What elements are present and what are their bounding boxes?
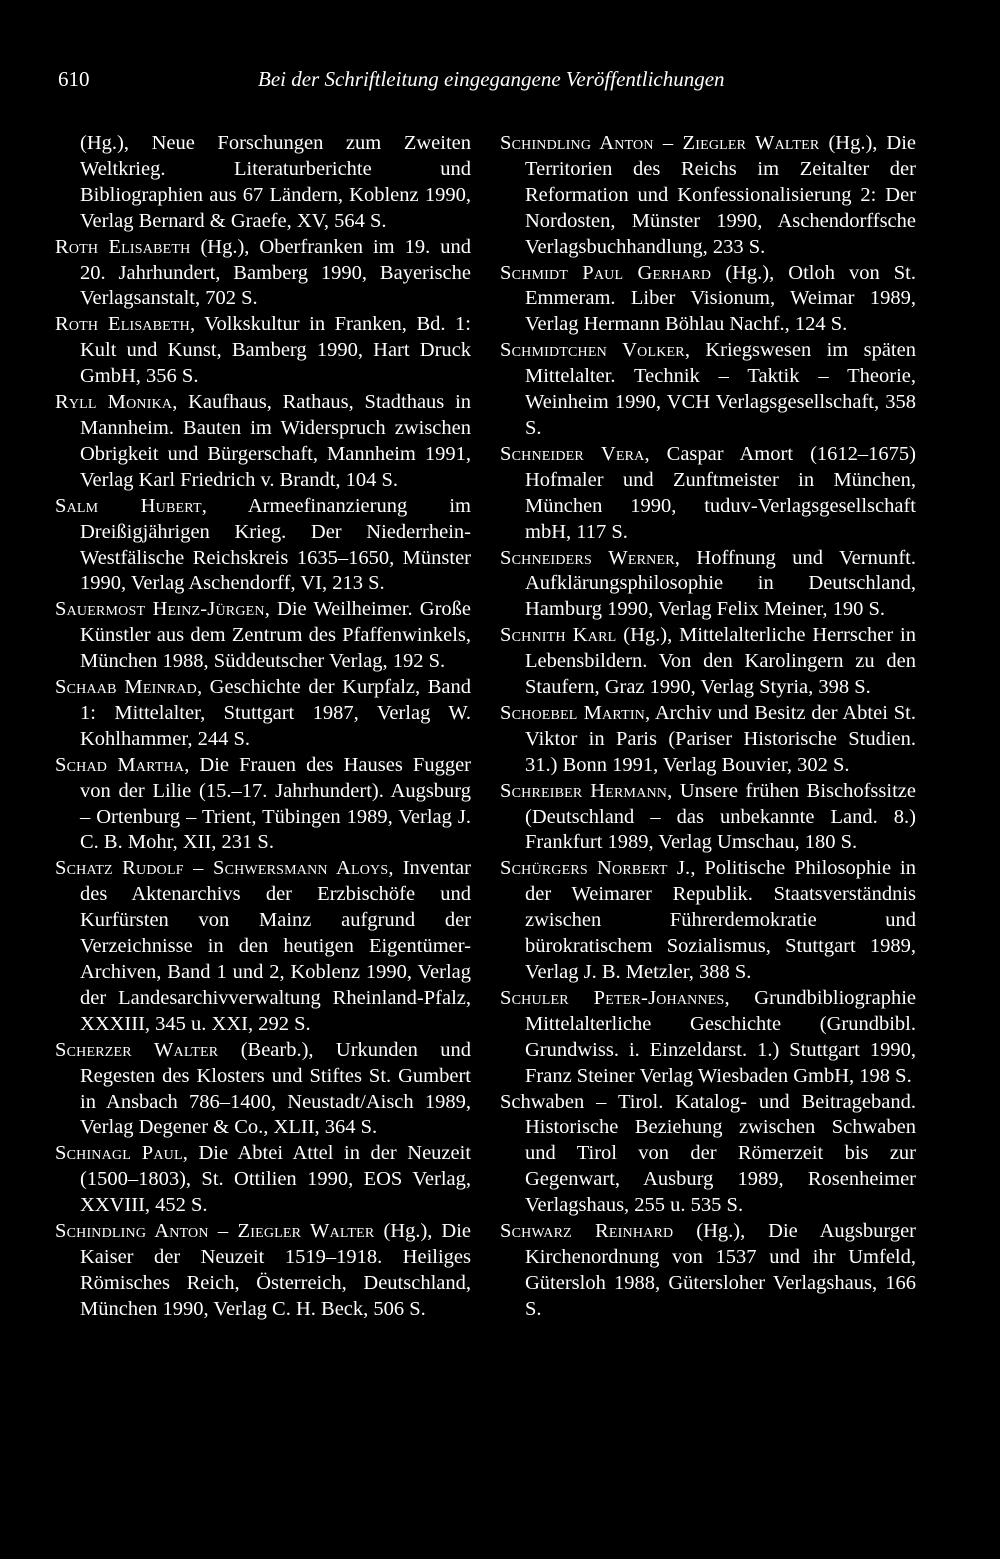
entry-text: , Armeefinanzierung im Dreißigjährigen Krieg. Der Niederrhein-Westfälische Reichskreis 1635–1650, Münster 1990, Verlag Aschendorff, VI, 213 S. <box>80 494 471 595</box>
bibliography-entry <box>55 856 471 1037</box>
bibliography-entry <box>500 856 916 986</box>
entry-author: Schneider Vera <box>500 442 645 465</box>
entry-text: , Kriegswesen im späten Mittelalter. Technik – Taktik – Theorie, Weinheim 1990, VCH Verlagsgesellschaft, 358 S. <box>525 339 916 439</box>
bibliography-entry <box>55 131 471 235</box>
entry-text: , Kaufhaus, Rathaus, Stadthaus in Mannheim. Bauten im Widerspruch zwischen Obrigkeit und Bürgerschaft, Mannheim 1991, Verlag Karl Friedrich v. Brandt, 104 S. <box>80 391 472 491</box>
entry-text: Schwaben – Tirol. Katalog- und Beitrageband. Historische Beziehung zwischen Schwaben und Tirol von der Römerzeit bis zur Gegenwart, Ausburg 1989, Rosenheimer Verlagshaus, 255 u. 535 S. <box>500 1090 916 1217</box>
bibliography-entry <box>500 131 916 261</box>
bibliography-entry <box>500 338 916 442</box>
bibliography-entry <box>55 753 471 857</box>
entry-text: , Archiv und Besitz der Abtei St. Viktor in Paris (Pariser Historische Studien. 31.) Bonn 1991, Verlag Bouvier, 302 S. <box>525 701 916 776</box>
bibliography-entry <box>500 779 916 857</box>
entry-author: Schreiber Hermann <box>500 779 668 802</box>
entry-text: (Hg.), Neue Forschungen zum Zweiten Weltkrieg. Literaturberichte und Bibliographien aus 67 Ländern, Koblenz 1990, Verlag Bernard & Graefe, XV, 564 S. <box>80 132 471 232</box>
entry-author: Sauermost Heinz-Jürgen <box>55 598 265 621</box>
entry-text: (Hg.), Die Territorien des Reichs im Zeitalter der Reformation und Konfessionalisierung 2: Der Nordosten, Münster 1990, Aschendorffsche Verlagsbuchhandlung, 233 S. <box>525 132 917 258</box>
bibliography-entry <box>500 1090 916 1220</box>
entry-author: Schad Martha <box>55 753 185 776</box>
entry-text: , Die Weilheimer. Große Künstler aus dem Zentrum des Pfaffenwinkels, München 1988, Süddeutscher Verlag, 192 S. <box>80 598 471 673</box>
bibliography-entry <box>55 597 471 675</box>
bibliography-entry <box>500 1219 916 1323</box>
running-head <box>58 62 725 96</box>
bibliography-entry <box>500 442 916 546</box>
entry-author: Schoebel Martin <box>500 701 645 724</box>
entry-text: (Hg.), Mittelalterliche Herrscher in Lebensbildern. Von den Karolingern zu den Staufern, Graz 1990, Verlag Styria, 398 S. <box>525 624 916 699</box>
entry-text: (Hg.), Die Augsburger Kirchenordnung von 1537 und ihr Umfeld, Gütersloh 1988, Gütersloher Verlagshaus, 166 S. <box>525 1220 916 1320</box>
entry-text: , Caspar Amort (1612–1675) Hofmaler und Zunftmeister in München, München 1990, tuduv-Verlagsgesellschaft mbH, 117 S. <box>525 442 916 543</box>
entry-text: , Volkskultur in Franken, Bd. 1: Kult und Kunst, Bamberg 1990, Hart Druck GmbH, 356 S. <box>80 313 471 388</box>
entry-author: Ryll Monika <box>55 391 173 414</box>
entry-author: Schatz Rudolf – Schwersmann Aloys <box>55 857 389 880</box>
entry-author: Schaab Meinrad <box>55 676 197 699</box>
entry-text: (Bearb.), Urkunden und Regesten des Klosters und Stiftes St. Gumbert in Ansbach 786–1400, Neustadt/Aisch 1989, Verlag Degener & Co., XLII, 364 S. <box>80 1038 471 1139</box>
entry-text: , Geschichte der Kurpfalz, Band 1: Mittelalter, Stuttgart 1987, Verlag W. Kohlhammer, 244 S. <box>80 676 471 750</box>
bibliography-entry <box>500 986 916 1090</box>
bibliography-entry <box>55 235 471 313</box>
entry-author: Schmidtchen Volker <box>500 339 685 362</box>
bibliography-entry <box>500 546 916 624</box>
entry-author: Schwarz Reinhard <box>500 1220 674 1243</box>
entry-author: Schneiders Werner <box>500 546 675 569</box>
page-number: 610 <box>58 67 90 91</box>
entry-author: Roth Elisabeth <box>55 235 191 258</box>
bibliography-entry <box>55 390 471 494</box>
right-column <box>500 131 916 1323</box>
bibliography-entry <box>55 1141 471 1219</box>
entry-text: , Grundbibliographie Mittelalterliche Geschichte (Grundbibl. Grundwiss. i. Einzeldarst. 1.) Stuttgart 1990, Franz Steiner Verlag Wiesbaden GmbH, 198 S. <box>525 986 916 1087</box>
bibliography-entry <box>55 1219 471 1323</box>
entry-author: Schindling Anton – Ziegler Walter <box>500 132 820 154</box>
entry-text: , Inventar des Aktenarchivs der Erzbischöfe und Kurfürsten von Mainz aufgrund der Verzeichnisse in den heutigen Eigentümer-Archiven, Band 1 und 2, Koblenz 1990, Verlag der Landesarchivverwaltung Rheinland-Pfalz, XXXIII, 345 u. XXI, 292 S. <box>80 857 471 1035</box>
entry-author: Schinagl Paul <box>55 1142 183 1165</box>
bibliography-entry <box>500 261 916 339</box>
bibliography-entry <box>500 701 916 779</box>
entry-text: (Hg.), Die Kaiser der Neuzeit 1519–1918. Heiliges Römisches Reich, Österreich, Deutschland, München 1990, Verlag C. H. Beck, 506 S. <box>80 1220 472 1320</box>
entry-text: (Hg.), Oberfranken im 19. und 20. Jahrhundert, Bamberg 1990, Bayerische Verlagsanstalt, 702 S. <box>80 235 471 310</box>
entry-author: Scherzer Walter <box>55 1038 219 1061</box>
bibliography-entry <box>55 675 471 753</box>
entry-text: , Hoffnung und Vernunft. Aufklärungsphilosophie in Deutschland, Hamburg 1990, Verlag Felix Meiner, 190 S. <box>525 546 916 621</box>
bibliography-entry <box>500 623 916 701</box>
entry-text: (Hg.), Otloh von St. Emmeram. Liber Visionum, Weimar 1989, Verlag Hermann Böhlau Nachf., 124 S. <box>525 261 916 336</box>
bibliography-entry <box>55 494 471 598</box>
bibliography-entry <box>55 312 471 390</box>
entry-author: Schmidt Paul Gerhard <box>500 261 712 284</box>
entry-author: Schnith Karl <box>500 624 617 647</box>
running-title: Bei der Schriftleitung eingegangene Veröffentlichungen <box>258 67 725 91</box>
entry-author: Roth Elisabeth <box>55 313 190 336</box>
entry-text: , Die Abtei Attel in der Neuzeit (1500–1803), St. Ottilien 1990, EOS Verlag, XXVIII, 452 S. <box>80 1142 472 1217</box>
entry-text: , Die Frauen des Hauses Fugger von der Lilie (15.–17. Jahrhundert). Augsburg – Ortenburg – Trient, Tübingen 1989, Verlag J. C. B. Mohr, XII, 231 S. <box>80 753 471 854</box>
entry-author: Schindling Anton – Ziegler Walter <box>55 1220 375 1243</box>
entry-author: Schuler Peter-Johannes <box>500 986 725 1009</box>
bibliography-entry <box>55 1038 471 1142</box>
entry-text: , Politische Philosophie in der Weimarer Republik. Staatsverständnis zwischen Führerdemokratie und bürokratischem Sozialismus, Stuttgart 1989, Verlag J. B. Metzler, 388 S. <box>525 857 916 983</box>
left-column <box>55 131 471 1323</box>
entry-author: Salm Hubert <box>55 494 202 517</box>
entry-author: Schürgers Norbert J. <box>500 857 691 880</box>
entry-text: , Unsere frühen Bischofssitze (Deutschland – das unbekannte Land. 8.) Frankfurt 1989, Verlag Umschau, 180 S. <box>525 779 916 854</box>
